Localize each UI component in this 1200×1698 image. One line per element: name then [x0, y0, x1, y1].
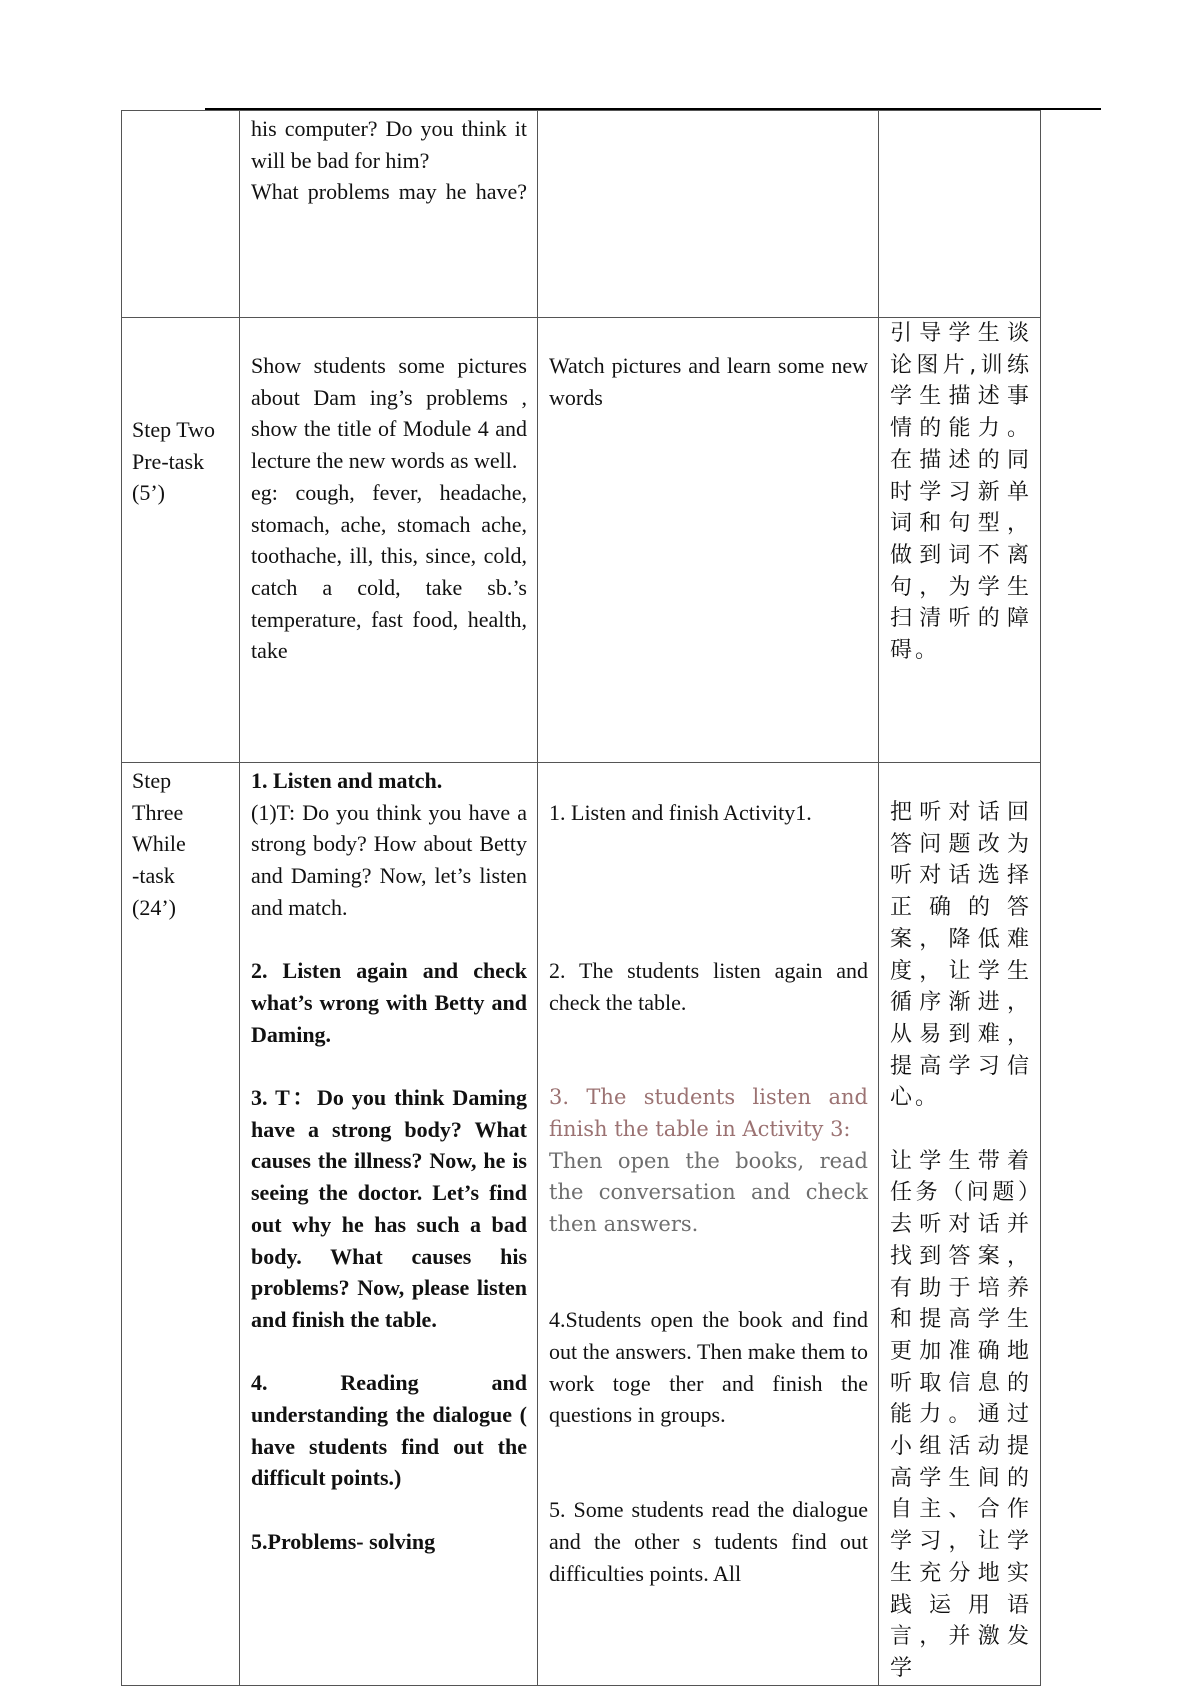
- teacher-heading: 3. T：Do you think Daming have a strong body? What causes the illness? Now, he is seeing the doctor. Let’s find out why he has such a bad body. What causes his problems? Now, please listen and finish the table.: [251, 1085, 527, 1332]
- student-text: 3. The students listen and finish the table in Activity 3:: [549, 1085, 868, 1141]
- teacher-text: What problems may he have?: [251, 179, 527, 205]
- step-label: Pre-task: [132, 448, 205, 474]
- purpose-cell: [879, 318, 1041, 763]
- student-text: 1. Listen and finish Activity1.: [549, 800, 812, 825]
- lesson-plan-table: [121, 110, 1041, 1686]
- step-label: Three: [132, 799, 184, 825]
- table-row: [122, 763, 1041, 1686]
- teacher-heading: 1. Listen and match.: [251, 768, 443, 793]
- student-activity-cell: [538, 111, 879, 318]
- step-label: Step Two: [132, 417, 216, 442]
- teacher-text: his computer? Do you think it will be bad for him?: [251, 116, 527, 173]
- purpose-cell: [879, 763, 1041, 1686]
- purpose-text: 引导学生谈论图片,训练学生描述事情的能力。在描述的同时学习新单词和句型，做到词不离句，为学生扫清听的障碍。: [890, 321, 1032, 664]
- teacher-text: Show students some pictures about Dam ing’s problems , show the title of Module 4 and lecture the new words as well.: [251, 353, 527, 474]
- table-row: [122, 318, 1041, 763]
- step-label: Step: [132, 768, 172, 793]
- student-activity-cell: [538, 763, 879, 1686]
- step-cell: [122, 318, 240, 763]
- teacher-heading: 4. Reading and understanding the dialogue ( have students find out the difficult points.): [251, 1370, 527, 1491]
- teacher-activity-cell: [240, 763, 538, 1686]
- purpose-cell: [879, 111, 1041, 318]
- step-label: (24’): [132, 894, 176, 920]
- student-activity-cell: [538, 318, 879, 763]
- teacher-activity-cell: [240, 111, 538, 318]
- teacher-heading: 5.Problems- solving: [251, 1528, 436, 1554]
- purpose-text: 把听对话回答问题改为听对话选择正确的答案，降低难度，让学生循序渐进，从易到难，提高学习信心。: [890, 800, 1032, 1111]
- student-text: Then open the books, read the conversation and check then answers.: [549, 1148, 868, 1237]
- table-row: [122, 111, 1041, 318]
- step-label: (5’): [132, 480, 165, 506]
- purpose-text: 让学生带着任务（问题）去听对话并找到答案，有助于培养和提高学生更加准确地听取信息的能力。通过小组活动提高学生间的自主、合作学习，让学生充分地实践运用语言，并激发学: [890, 1148, 1032, 1681]
- student-text: 2. The students listen again and check the table.: [549, 958, 868, 1016]
- teacher-text: (1)T: Do you think you have a strong body? How about Betty and Daming? Now, let’s listen and match.: [251, 799, 527, 920]
- teacher-heading: 2. Listen again and check what’s wrong with Betty and Daming.: [251, 958, 527, 1047]
- step-cell: [122, 763, 240, 1686]
- student-text: 4.Students open the book and find out the answers. Then make them to work toge ther and finish the questions in groups.: [549, 1307, 868, 1428]
- teacher-activity-cell: [240, 318, 538, 763]
- step-label: While: [132, 831, 186, 857]
- student-text: Watch pictures and learn some new words: [549, 353, 868, 410]
- step-cell: [122, 111, 240, 318]
- student-text: 5. Some students read the dialogue and the other s tudents find out difficulties points. All: [549, 1497, 868, 1586]
- step-label: -task: [132, 863, 175, 889]
- teacher-text: eg: cough, fever, headache, stomach, ache, stomach ache, toothache, ill, this, since, cold, catch a cold, take sb.’s temperature, fast food, health, take: [251, 479, 527, 664]
